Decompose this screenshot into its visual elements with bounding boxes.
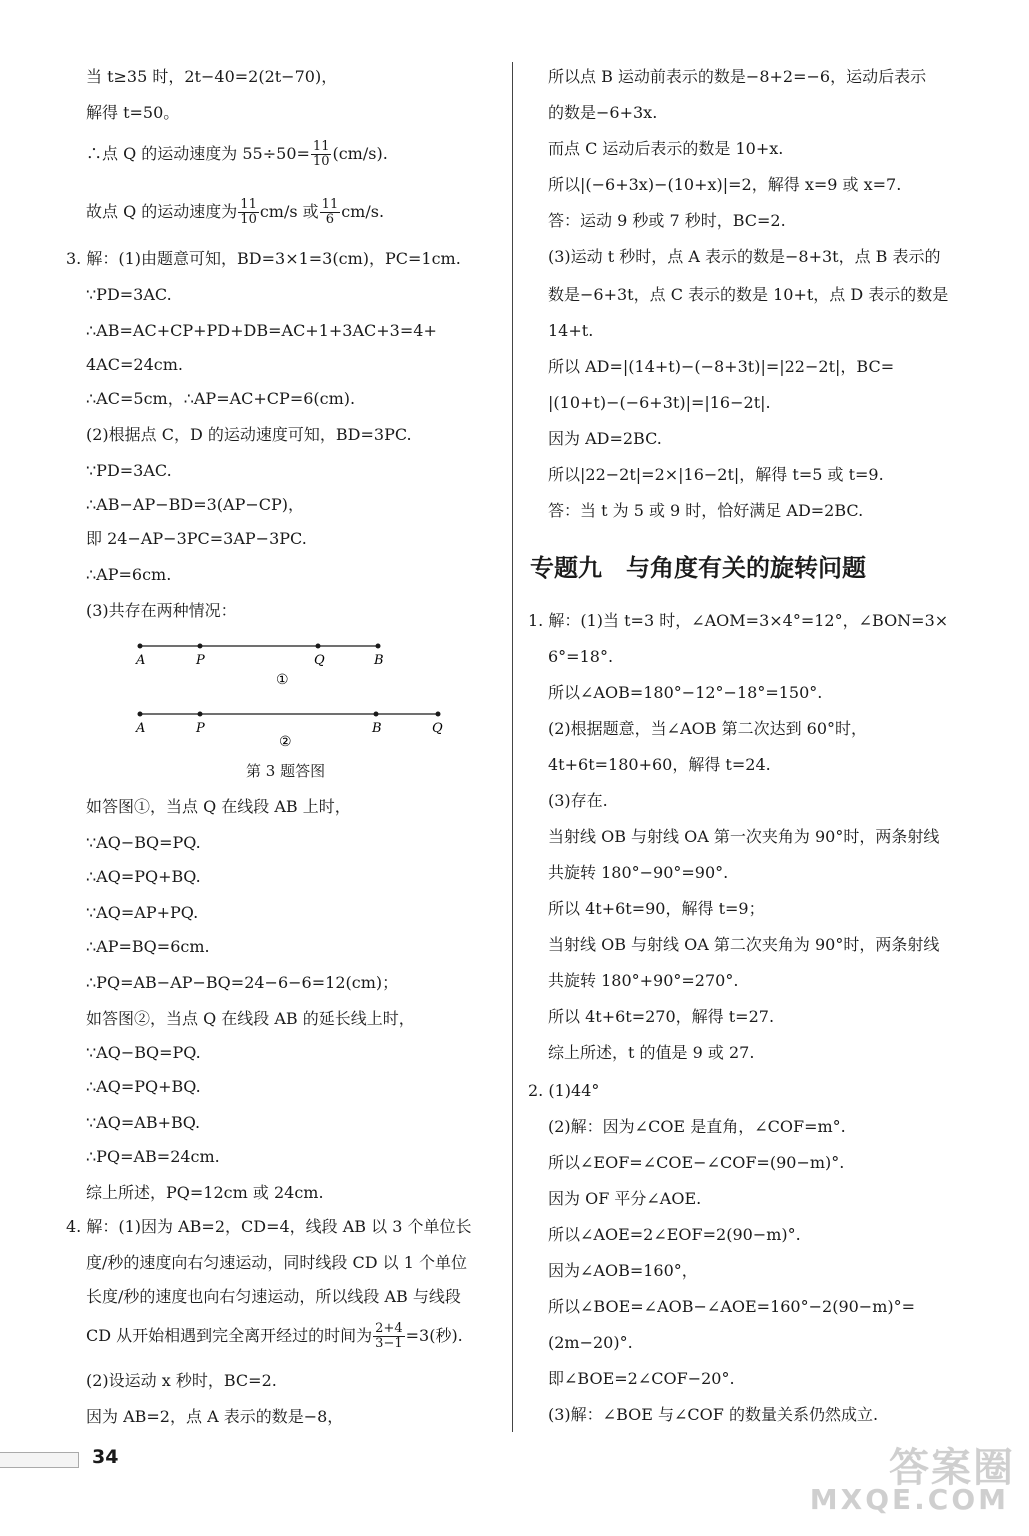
point-label: B xyxy=(374,653,384,668)
point-p xyxy=(198,644,203,649)
text-line: (2)根据题意，当∠AOB 第二次达到 60°时， xyxy=(548,719,868,738)
text-line: 即 24−AP−3PC=3AP−3PC. xyxy=(86,529,307,548)
point-label: Q xyxy=(432,721,443,736)
text-line: 4AC=24cm. xyxy=(86,355,183,374)
text-line: (3)解：∠BOE 与∠COF 的数量关系仍然成立. xyxy=(548,1405,879,1424)
text-line: 所以∠BOE=∠AOB−∠AOE=160°−2(90−m)°= xyxy=(548,1297,916,1316)
point-label: A xyxy=(136,653,146,668)
text-line: 14+t. xyxy=(548,321,594,340)
text-line: 所以|22−2t|=2×|16−2t|，解得 t=5 或 t=9. xyxy=(548,465,884,484)
text-line: 长度/秒的速度也向右匀速运动，所以线段 AB 与线段 xyxy=(86,1287,461,1306)
text-line: ∵PD=3AC. xyxy=(86,461,172,480)
text-line: ∴AC=5cm，∴AP=AC+CP=6(cm). xyxy=(86,389,356,408)
text-line: ∴PQ=AB−AP−BQ=24−6−6=12(cm)； xyxy=(86,973,399,992)
text-line: 解得 t=50。 xyxy=(86,103,180,122)
column-divider xyxy=(512,62,513,1432)
point-a xyxy=(138,712,143,717)
text-line: ∴AB=AC+CP+PD+DB=AC+1+3AC+3=4+ xyxy=(86,321,437,340)
text-line: 共旋转 180°−90°=90°. xyxy=(548,863,729,882)
text-segment: cm/s 或 xyxy=(259,202,319,221)
text-line: 如答图①，当点 Q 在线段 AB 上时， xyxy=(86,797,351,816)
point-b xyxy=(376,644,381,649)
text-line xyxy=(86,140,388,169)
fraction-denominator: 10 xyxy=(240,212,257,227)
text-line: 度/秒的速度向右匀速运动，同时线段 CD 以 1 个单位 xyxy=(86,1253,467,1272)
text-line: (2)根据点 C，D 的运动速度可知，BD=3PC. xyxy=(86,425,412,444)
text-line xyxy=(86,198,384,227)
text-line: |(10+t)−(−6+3t)|=|16−2t|. xyxy=(548,393,771,412)
text-line: 所以∠EOF=∠COE−∠COF=(90−m)°. xyxy=(548,1153,845,1172)
fraction-numerator: 11 xyxy=(312,139,330,154)
point-q xyxy=(436,712,441,717)
text-line: 6°=18°. xyxy=(548,647,614,666)
text-line: ∴AQ=PQ+BQ. xyxy=(86,867,201,886)
point-a xyxy=(138,644,143,649)
figure-caption: 第 3 题答图 xyxy=(246,762,326,780)
text-line: 所以|(−6+3x)−(10+x)|=2，解得 x=9 或 x=7. xyxy=(548,175,902,194)
segment-diagram-svg xyxy=(126,632,456,762)
text-line: 因为 AD=2BC. xyxy=(548,429,662,448)
text-line: (3)存在. xyxy=(548,791,608,810)
text-line: ∴AP=6cm. xyxy=(86,565,172,584)
point-label: Q xyxy=(314,653,325,668)
text-line: 而点 C 运动后表示的数是 10+x. xyxy=(548,139,784,158)
text-segment: cm/s. xyxy=(341,202,385,221)
text-line: ∴AQ=PQ+BQ. xyxy=(86,1077,201,1096)
text-line: 4t+6t=180+60，解得 t=24. xyxy=(548,755,771,774)
text-line: (2m−20)°. xyxy=(548,1333,633,1352)
segment-line-2 xyxy=(135,712,443,751)
segment-figure xyxy=(126,632,456,762)
fraction-numerator: 2+4 xyxy=(375,1321,403,1336)
fraction xyxy=(320,198,341,227)
problem-4-heading: 4. 解：(1)因为 AB=2，CD=4，线段 AB 以 3 个单位长 xyxy=(66,1217,472,1236)
text-line: 即∠BOE=2∠COF−20°. xyxy=(548,1369,735,1388)
segment-line-1 xyxy=(135,644,384,689)
text-line: 的数是−6+3x. xyxy=(548,103,658,122)
text-line: (3)运动 t 秒时，点 A 表示的数是−8+3t，点 B 表示的 xyxy=(548,247,941,266)
point-label: P xyxy=(196,653,205,668)
point-label: P xyxy=(196,721,205,736)
text-line: (2)解：因为∠COE 是直角，∠COF=m°. xyxy=(548,1117,846,1136)
text-line: ∵AQ=AB+BQ. xyxy=(86,1113,201,1132)
text-segment: (cm/s). xyxy=(332,144,388,163)
text-line: 共旋转 180°+90°=270°. xyxy=(548,971,739,990)
text-line: ∵AQ=AP+PQ. xyxy=(86,903,199,922)
text-line: 当 t≥35 时，2t−40=2(2t−70)， xyxy=(86,67,338,86)
fraction-numerator: 11 xyxy=(321,197,339,212)
fraction xyxy=(311,140,332,169)
problem-1-heading: 1. 解：(1)当 t=3 时，∠AOM=3×4°=12°，∠BON=3× xyxy=(528,611,949,630)
text-line: 答：当 t 为 5 或 9 时，恰好满足 AD=2BC. xyxy=(548,501,864,520)
case-marker-2: ② xyxy=(279,734,292,750)
problem-2-heading: 2. (1)44° xyxy=(528,1081,600,1100)
text-segment: CD 从开始相遇到完全离开经过的时间为 xyxy=(86,1326,373,1345)
text-line: 数是−6+3t，点 C 表示的数是 10+t，点 D 表示的数是 xyxy=(548,285,949,304)
text-line: ∴PQ=AB=24cm. xyxy=(86,1147,220,1166)
page-number: 34 xyxy=(92,1446,119,1468)
text-line: 当射线 OB 与射线 OA 第二次夹角为 90°时，两条射线 xyxy=(548,935,940,954)
text-line: 答：运动 9 秒或 7 秒时，BC=2. xyxy=(548,211,786,230)
fraction-denominator: 6 xyxy=(325,212,335,227)
fraction-denominator: 3−1 xyxy=(375,1336,403,1351)
text-line: 所以 4t+6t=270，解得 t=27. xyxy=(548,1007,775,1026)
point-b xyxy=(374,712,379,717)
text-line: 综上所述，t 的值是 9 或 27. xyxy=(548,1043,755,1062)
text-line: 因为 OF 平分∠AOE. xyxy=(548,1189,702,1208)
text-line: (3)共存在两种情况： xyxy=(86,601,237,620)
text-segment: 故点 Q 的运动速度为 xyxy=(86,202,238,221)
case-marker-1: ① xyxy=(276,672,289,688)
point-p xyxy=(198,712,203,717)
text-line: 所以 AD=|(14+t)−(−8+3t)|=|22−2t|，BC= xyxy=(548,357,895,376)
text-line: ∵AQ−BQ=PQ. xyxy=(86,1043,201,1062)
text-line: 所以∠AOE=2∠EOF=2(90−m)°. xyxy=(548,1225,801,1244)
fraction xyxy=(373,1322,404,1351)
text-line: 因为∠AOB=160°， xyxy=(548,1261,698,1280)
problem-3-heading: 3. 解：(1)由题意可知，BD=3×1=3(cm)，PC=1cm. xyxy=(66,249,461,268)
fraction-denominator: 10 xyxy=(312,154,330,169)
watermark-url: MXQE.COM xyxy=(809,1483,1009,1516)
text-line: (2)设运动 x 秒时，BC=2. xyxy=(86,1371,277,1390)
text-line: 所以 4t+6t=90，解得 t=9； xyxy=(548,899,765,918)
text-line: 当射线 OB 与射线 OA 第一次夹角为 90°时，两条射线 xyxy=(548,827,940,846)
page-number-bar xyxy=(0,1452,79,1468)
point-q xyxy=(316,644,321,649)
text-segment: ∴点 Q 的运动速度为 55÷50= xyxy=(86,144,310,163)
watermark-text: 答案圈 xyxy=(889,1445,1015,1491)
text-line: 所以∠AOB=180°−12°−18°=150°. xyxy=(548,683,823,702)
text-line: ∴AP=BQ=6cm. xyxy=(86,937,210,956)
text-line xyxy=(86,1322,463,1351)
fraction-numerator: 11 xyxy=(240,197,257,212)
section-title: 专题九 与角度有关的旋转问题 xyxy=(530,554,866,582)
fraction xyxy=(238,198,259,227)
text-line: ∵PD=3AC. xyxy=(86,285,172,304)
text-line: 因为 AB=2，点 A 表示的数是−8， xyxy=(86,1407,344,1426)
text-line: ∵AQ−BQ=PQ. xyxy=(86,833,201,852)
point-label: B xyxy=(372,721,382,736)
text-line: 如答图②，当点 Q 在线段 AB 的延长线上时， xyxy=(86,1009,415,1028)
text-line: 所以点 B 运动前表示的数是−8+2=−6，运动后表示 xyxy=(548,67,927,86)
text-segment: =3(秒). xyxy=(405,1326,463,1345)
point-label: A xyxy=(136,721,146,736)
watermark-logo xyxy=(809,1436,1015,1516)
text-line: ∴AB−AP−BD=3(AP−CP)， xyxy=(86,495,305,514)
text-line: 综上所述，PQ=12cm 或 24cm. xyxy=(86,1183,324,1202)
